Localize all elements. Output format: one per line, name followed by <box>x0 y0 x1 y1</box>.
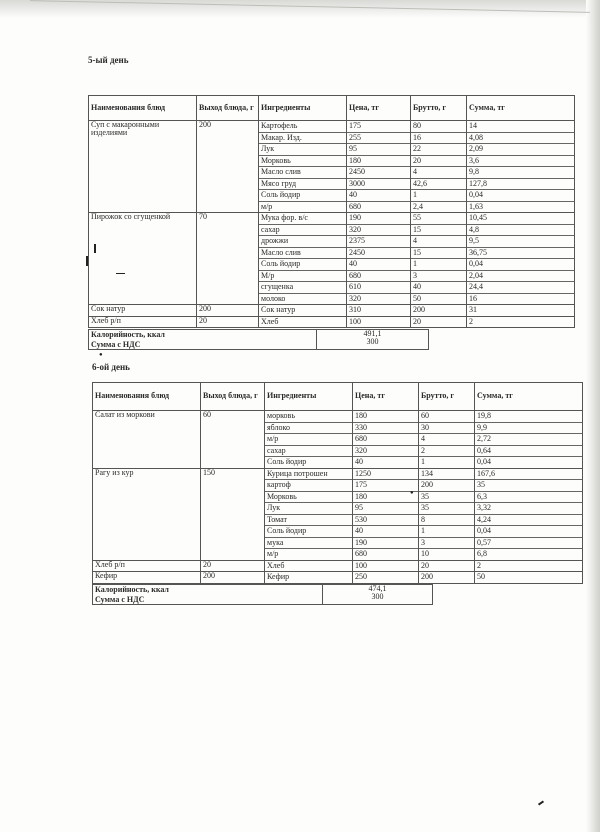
dish-ingredients-cell <box>259 305 347 317</box>
grosse-line: 35 <box>419 492 474 504</box>
grosse-line: 55 <box>411 213 466 225</box>
sum-line: 2,09 <box>467 144 574 156</box>
day6-footer-row <box>93 585 433 605</box>
price-line: 250 <box>355 572 367 581</box>
scan-mark <box>86 256 88 266</box>
dish-yield: 20 <box>201 560 265 572</box>
ingredient-line: молоко <box>261 293 286 303</box>
dish-name: Хлеб р/п <box>93 560 201 572</box>
price-line: 100 <box>349 316 361 326</box>
dish-row <box>89 121 575 213</box>
dish-sums-cell <box>467 305 575 317</box>
ingredient-line: морковь <box>265 411 352 423</box>
grosse-line: 15 <box>411 248 466 260</box>
grosse-line: 80 <box>411 121 466 133</box>
price-line: 40 <box>355 457 363 466</box>
price-line: 255 <box>347 133 410 145</box>
price-line: 320 <box>353 446 418 458</box>
header-price: Цена, тг <box>353 383 419 411</box>
day5-title: 5-ый день <box>88 55 129 65</box>
price-line: 2450 <box>347 248 410 260</box>
sum-line: 3,6 <box>467 156 574 168</box>
grosse-line: 4 <box>411 167 466 179</box>
sum-line: 9,5 <box>467 236 574 248</box>
header-dish: Наименования блюд <box>89 96 197 121</box>
dish-prices-cell <box>347 316 411 328</box>
sum-line: 2 <box>469 316 473 326</box>
ingredient-line: М/р <box>259 271 346 283</box>
header-ingredients: Ингредиенты <box>259 96 347 121</box>
sum-line: 4,08 <box>467 133 574 145</box>
price-line: 3000 <box>347 179 410 191</box>
grosse-line: 2,4 <box>413 201 423 211</box>
sum-line: 6,8 <box>477 549 487 558</box>
ingredient-line: Масло слив <box>259 167 346 179</box>
dish-sums-cell <box>475 572 583 584</box>
day5-vat-label: Сумма с НДС <box>91 339 141 349</box>
grosse-line: 8 <box>419 515 474 527</box>
price-line: 320 <box>347 225 410 237</box>
price-line: 180 <box>353 492 418 504</box>
dish-prices-cell <box>353 411 419 469</box>
grosse-line: 4 <box>419 434 474 446</box>
price-line: 680 <box>355 549 367 558</box>
dish-name: Хлеб р/п <box>89 316 197 328</box>
ingredient-line: яблоко <box>265 423 352 435</box>
dish-ingredients-cell <box>259 213 347 305</box>
day5-footer-labels <box>89 330 317 350</box>
grosse-line: 1 <box>411 259 466 271</box>
dish-sums-cell <box>467 213 575 305</box>
ingredient-line: Томат <box>265 515 352 527</box>
dish-ingredients-cell <box>259 121 347 213</box>
dish-row <box>93 468 583 560</box>
price-line: 100 <box>355 560 367 570</box>
header-sum: Сумма, тг <box>467 96 575 121</box>
grosse-line: 20 <box>411 156 466 168</box>
price-line: 190 <box>347 213 410 225</box>
grosse-line: 30 <box>419 423 474 435</box>
ingredient-line: Макар. Изд. <box>259 133 346 145</box>
price-line: 320 <box>349 293 361 303</box>
sum-line: 2,04 <box>467 271 574 283</box>
dish-ingredients-cell <box>265 572 353 584</box>
sum-line: 2 <box>477 560 481 570</box>
dish-row <box>93 560 583 572</box>
price-line: 530 <box>353 515 418 527</box>
grosse-line: 1 <box>421 457 425 466</box>
dish-grosses-cell <box>419 468 475 560</box>
dish-yield: 200 <box>197 305 259 317</box>
price-line: 680 <box>353 434 418 446</box>
dish-row <box>89 305 575 317</box>
day6-footer-table <box>92 584 433 605</box>
dish-prices-cell <box>347 305 411 317</box>
sum-line: 50 <box>477 572 485 581</box>
header-ingredients: Ингредиенты <box>265 383 353 411</box>
dish-grosses-cell <box>419 411 475 469</box>
price-line: 40 <box>347 259 410 271</box>
sum-line: 3,32 <box>475 503 582 515</box>
dish-name: Салат из моркови <box>93 411 201 469</box>
dish-sums-cell <box>475 468 583 560</box>
day6-calories-label: Калорийность, ккал <box>95 585 169 594</box>
dish-yield: 70 <box>197 213 259 305</box>
grosse-line: 10 <box>421 549 429 558</box>
ingredient-line: Соль йодир <box>267 457 307 466</box>
grosse-line: 50 <box>413 293 421 303</box>
price-line: 180 <box>347 156 410 168</box>
dish-ingredients-cell <box>265 468 353 560</box>
scan-mark <box>94 244 96 253</box>
scan-dot: ● <box>99 352 103 358</box>
scan-dot: ● <box>410 490 414 496</box>
price-line: 40 <box>353 526 418 538</box>
header-gross: Брутто, г <box>419 383 475 411</box>
grosse-line: 42,6 <box>411 179 466 191</box>
ingredient-line: дрожжи <box>259 236 346 248</box>
sum-line: 167,6 <box>475 469 582 481</box>
ingredient-line: м/р <box>261 201 273 211</box>
sum-line: 31 <box>469 305 477 314</box>
price-line: 175 <box>347 121 410 133</box>
sum-line: 0,04 <box>467 259 574 271</box>
price-line: 40 <box>347 190 410 202</box>
ingredient-line: сахар <box>265 446 352 458</box>
ingredient-line: картоф <box>265 480 352 492</box>
dish-row <box>89 316 575 328</box>
price-line: 2450 <box>347 167 410 179</box>
sum-line: 2,72 <box>475 434 582 446</box>
header-dish: Наименования блюд <box>93 383 201 411</box>
price-line: 180 <box>353 411 418 423</box>
grosse-line: 200 <box>413 305 425 314</box>
dish-grosses-cell <box>411 316 467 328</box>
ingredient-line: Хлеб <box>261 316 279 326</box>
dish-ingredients-cell <box>259 316 347 328</box>
day6-menu-table <box>92 382 583 584</box>
price-line: 310 <box>349 305 361 314</box>
grosse-line: 200 <box>421 572 433 581</box>
ingredient-line: Лук <box>265 503 352 515</box>
day5-menu-table <box>88 95 575 328</box>
dish-prices-cell <box>353 572 419 584</box>
ingredient-line: Соль йодир <box>265 526 352 538</box>
dish-row <box>89 213 575 305</box>
sum-line: 24,4 <box>467 282 574 294</box>
dish-name: Пирожок со сгущенкой <box>89 213 197 305</box>
sum-line: 0,57 <box>475 538 582 550</box>
price-line: 1250 <box>353 469 418 481</box>
day6-body <box>93 411 583 584</box>
ingredient-line: Картофель <box>259 121 346 133</box>
price-line: 95 <box>353 503 418 515</box>
dish-yield: 200 <box>201 572 265 584</box>
price-line: 175 <box>353 480 418 492</box>
day6-header-row <box>93 383 583 411</box>
price-line: 190 <box>353 538 418 550</box>
dish-grosses-cell <box>419 572 475 584</box>
sum-line: 1,63 <box>469 201 483 211</box>
grosse-line: 15 <box>411 225 466 237</box>
dish-ingredients-cell <box>265 560 353 572</box>
scan-shadow-right <box>586 0 600 832</box>
ingredient-line: Мясо груд <box>259 179 346 191</box>
sum-line: 0,04 <box>477 457 491 466</box>
ingredient-line: Сок натур <box>261 305 296 314</box>
day6-title: 6-ой день <box>92 362 130 372</box>
grosse-line: 20 <box>421 560 429 570</box>
header-yield: Выход блюда, г <box>201 383 265 411</box>
ingredient-line: Морковь <box>259 156 346 168</box>
dish-yield: 150 <box>201 468 265 560</box>
dish-sums-cell <box>467 316 575 328</box>
dish-row <box>93 572 583 584</box>
day6-footer-values <box>323 585 433 605</box>
ingredient-line: м/р <box>267 549 279 558</box>
grosse-line: 4 <box>411 236 466 248</box>
day6-vat-value: 300 <box>371 592 384 602</box>
dish-name: Рагу из кур <box>93 468 201 560</box>
dish-row <box>93 411 583 469</box>
sum-line: 16 <box>469 293 477 303</box>
sum-line: 0,04 <box>467 190 574 202</box>
sum-line: 127,8 <box>467 179 574 191</box>
day5-body <box>89 121 575 328</box>
grosse-line: 40 <box>411 282 466 294</box>
sum-line: 4,8 <box>467 225 574 237</box>
day5-footer-table <box>88 329 429 350</box>
price-line: 680 <box>349 201 361 211</box>
grosse-line: 1 <box>419 526 474 538</box>
scan-mark <box>538 800 544 805</box>
dish-grosses-cell <box>419 560 475 572</box>
day5-calories-value: 491,1 <box>363 329 382 338</box>
dish-grosses-cell <box>411 121 467 213</box>
ingredient-line: Мука фор. в/с <box>259 213 346 225</box>
grosse-line: 3 <box>419 538 474 550</box>
price-line: 680 <box>347 271 410 283</box>
dish-grosses-cell <box>411 305 467 317</box>
ingredient-line: Кефир <box>267 572 290 581</box>
scan-shadow-top <box>0 0 600 18</box>
grosse-line: 22 <box>411 144 466 156</box>
dish-name: Кефир <box>93 572 201 584</box>
dish-prices-cell <box>353 468 419 560</box>
ingredient-line: м/р <box>265 434 352 446</box>
grosse-line: 134 <box>419 469 474 481</box>
sum-line: 9,8 <box>467 167 574 179</box>
ingredient-line: Хлеб <box>267 560 285 570</box>
price-line: 95 <box>347 144 410 156</box>
dish-prices-cell <box>347 121 411 213</box>
grosse-line: 35 <box>419 503 474 515</box>
ingredient-line: сахар <box>259 225 346 237</box>
dish-ingredients-cell <box>265 411 353 469</box>
day5-calories-label: Калорийность, ккал <box>91 330 165 339</box>
sum-line: 19,8 <box>475 411 582 423</box>
grosse-line: 3 <box>411 271 466 283</box>
dish-yield: 200 <box>197 121 259 213</box>
ingredient-line: сгущенка <box>259 282 346 294</box>
sum-line: 14 <box>467 121 574 133</box>
dish-sums-cell <box>475 411 583 469</box>
grosse-line: 1 <box>411 190 466 202</box>
day6-footer-labels <box>93 585 323 605</box>
ingredient-line: Курица потрошен <box>265 469 352 481</box>
grosse-line: 2 <box>419 446 474 458</box>
sum-line: 0,04 <box>475 526 582 538</box>
header-sum: Сумма, тг <box>475 383 583 411</box>
ingredient-line: Лук <box>259 144 346 156</box>
grosse-line: 200 <box>419 480 474 492</box>
header-gross: Брутто, г <box>411 96 467 121</box>
header-yield: Выход блюда, г <box>197 96 259 121</box>
dish-yield: 20 <box>197 316 259 328</box>
grosse-line: 20 <box>413 316 421 326</box>
day5-footer-values <box>317 330 429 350</box>
price-line: 2375 <box>347 236 410 248</box>
dish-sums-cell <box>475 560 583 572</box>
sum-line: 9,9 <box>475 423 582 435</box>
day6-calories-value: 474,1 <box>368 584 387 593</box>
dish-prices-cell <box>347 213 411 305</box>
grosse-line: 16 <box>411 133 466 145</box>
grosse-line: 60 <box>419 411 474 423</box>
day6-vat-label: Сумма с НДС <box>95 594 145 604</box>
dish-sums-cell <box>467 121 575 213</box>
dish-name: Сок натур <box>89 305 197 317</box>
ingredient-line: мука <box>265 538 352 550</box>
sum-line: 0,64 <box>475 446 582 458</box>
day5-footer-row <box>89 330 429 350</box>
sum-line: 4,24 <box>475 515 582 527</box>
header-price: Цена, тг <box>347 96 411 121</box>
dish-prices-cell <box>353 560 419 572</box>
price-line: 610 <box>347 282 410 294</box>
scan-mark <box>116 273 125 274</box>
dish-grosses-cell <box>411 213 467 305</box>
ingredient-line: Масло слив <box>259 248 346 260</box>
dish-yield: 60 <box>201 411 265 469</box>
sum-line: 10,45 <box>467 213 574 225</box>
price-line: 330 <box>353 423 418 435</box>
sum-line: 36,75 <box>467 248 574 260</box>
ingredient-line: Морковь <box>265 492 352 504</box>
sum-line: 35 <box>475 480 582 492</box>
ingredient-line: Соль йодир <box>259 259 346 271</box>
sum-line: 6,3 <box>475 492 582 504</box>
day5-header-row <box>89 96 575 121</box>
dish-name: Суп с макаронными изделиями <box>89 121 197 213</box>
ingredient-line: Соль йодир <box>259 190 346 202</box>
day5-vat-value: 300 <box>366 337 379 347</box>
